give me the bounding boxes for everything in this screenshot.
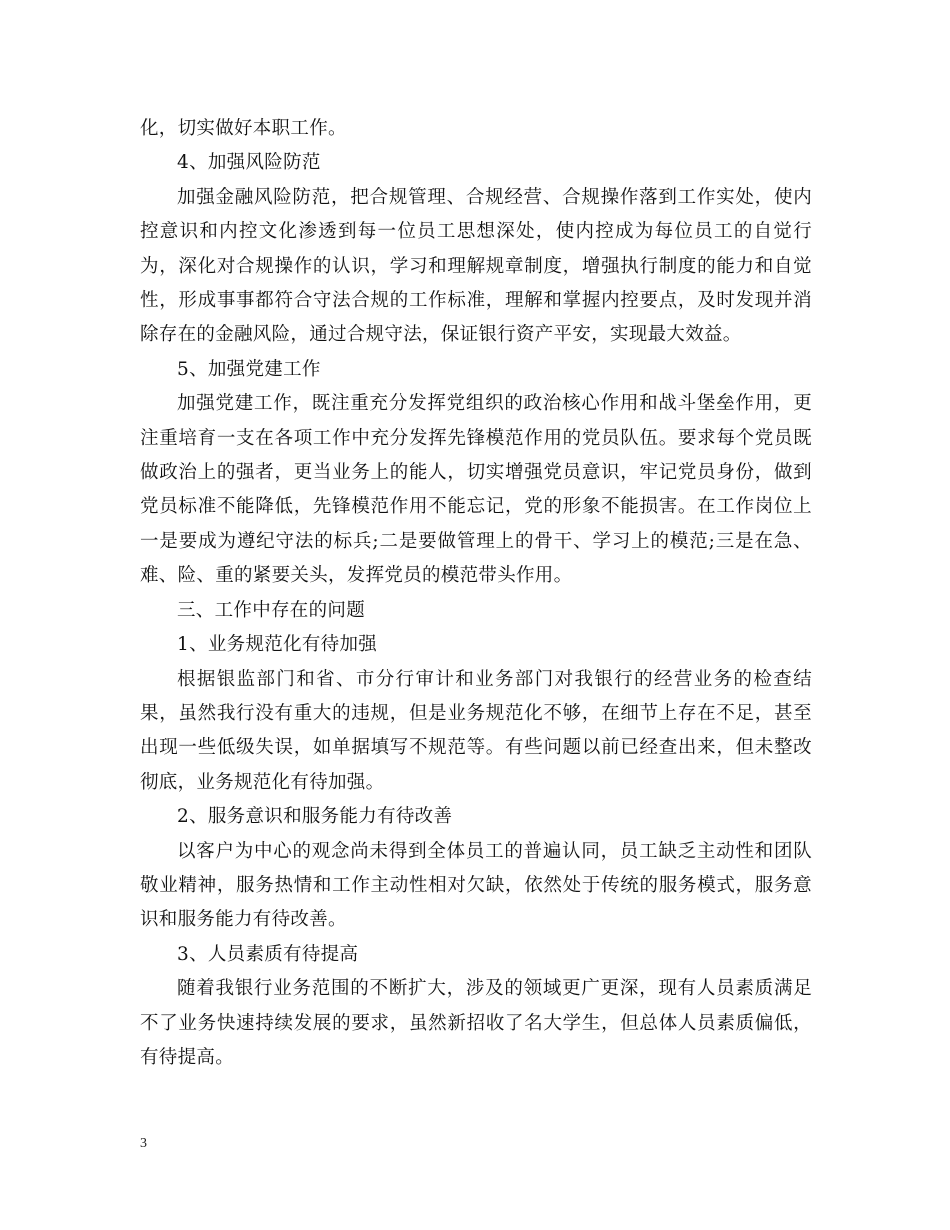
paragraph-service-awareness: 以客户为中心的观念尚未得到全体员工的普遍认同，员工缺乏主动性和团队敬业精神，服务热情和工作主动性相对欠缺，依然处于传统的服务模式，服务意识和服务能力有待改善。 <box>140 840 812 931</box>
heading-business-standardization: 1、业务规范化有待加强 <box>177 634 378 656</box>
document-body <box>140 112 812 1075</box>
paragraph-staff-quality: 随着我银行业务范围的不断扩大，涉及的领域更广更深，现有人员素质满足不了业务快速持续发展的要求，虽然新招收了名大学生，但总体人员素质偏低，有待提高。 <box>140 978 812 1068</box>
paragraph-risk-prevention: 加强金融风险防范，把合规管理、合规经营、合规操作落到工作实处，使内控意识和内控文化渗透到每一位员工思想深处，使内控成为每位员工的自觉行为，深化对合规操作的认识，学习和理解规章制度，增强执行制度的能力和自觉性，形成事事都符合守法合规的工作标准，理解和掌握内控要点，及时发现并消除存在的金融风险，通过合规守法，保证银行资产平安，实现最大效益。 <box>140 186 812 346</box>
heading-staff-quality: 3、人员素质有待提高 <box>177 943 359 965</box>
page-number: 3 <box>140 1136 147 1151</box>
paragraph-party-building: 加强党建工作，既注重充分发挥党组织的政治核心作用和战斗堡垒作用，更注重培育一支在各项工作中充分发挥先锋模范作用的党员队伍。要求每个党员既做政治上的强者，更当业务上的能人，切实增强党员意识，牢记党员身份，做到党员标准不能降低，先锋模范作用不能忘记，党的形象不能损害。在工作岗位上一是要成为遵纪守法的标兵;二是要做管理上的骨干、学习上的模范;三是在急、难、险、重的紧要关头，发挥党员的模范带头作用。 <box>140 393 812 587</box>
heading-party-building: 5、加强党建工作 <box>177 358 321 380</box>
paragraph-business-standardization: 根据银监部门和省、市分行审计和业务部门对我银行的经营业务的检查结果，虽然我行没有重大的违规，但是业务规范化不够，在细节上存在不足，甚至出现一些低级失误，如单据填写不规范等。有些问题以前已经查出来，但未整改彻底，业务规范化有待加强。 <box>140 668 812 793</box>
paragraph-1: 化，切实做好本职工作。 <box>140 118 347 139</box>
section-heading-problems: 三、工作中存在的问题 <box>177 599 366 621</box>
heading-risk-prevention: 4、加强风险防范 <box>177 152 321 174</box>
heading-service-awareness: 2、服务意识和服务能力有待改善 <box>177 806 453 828</box>
